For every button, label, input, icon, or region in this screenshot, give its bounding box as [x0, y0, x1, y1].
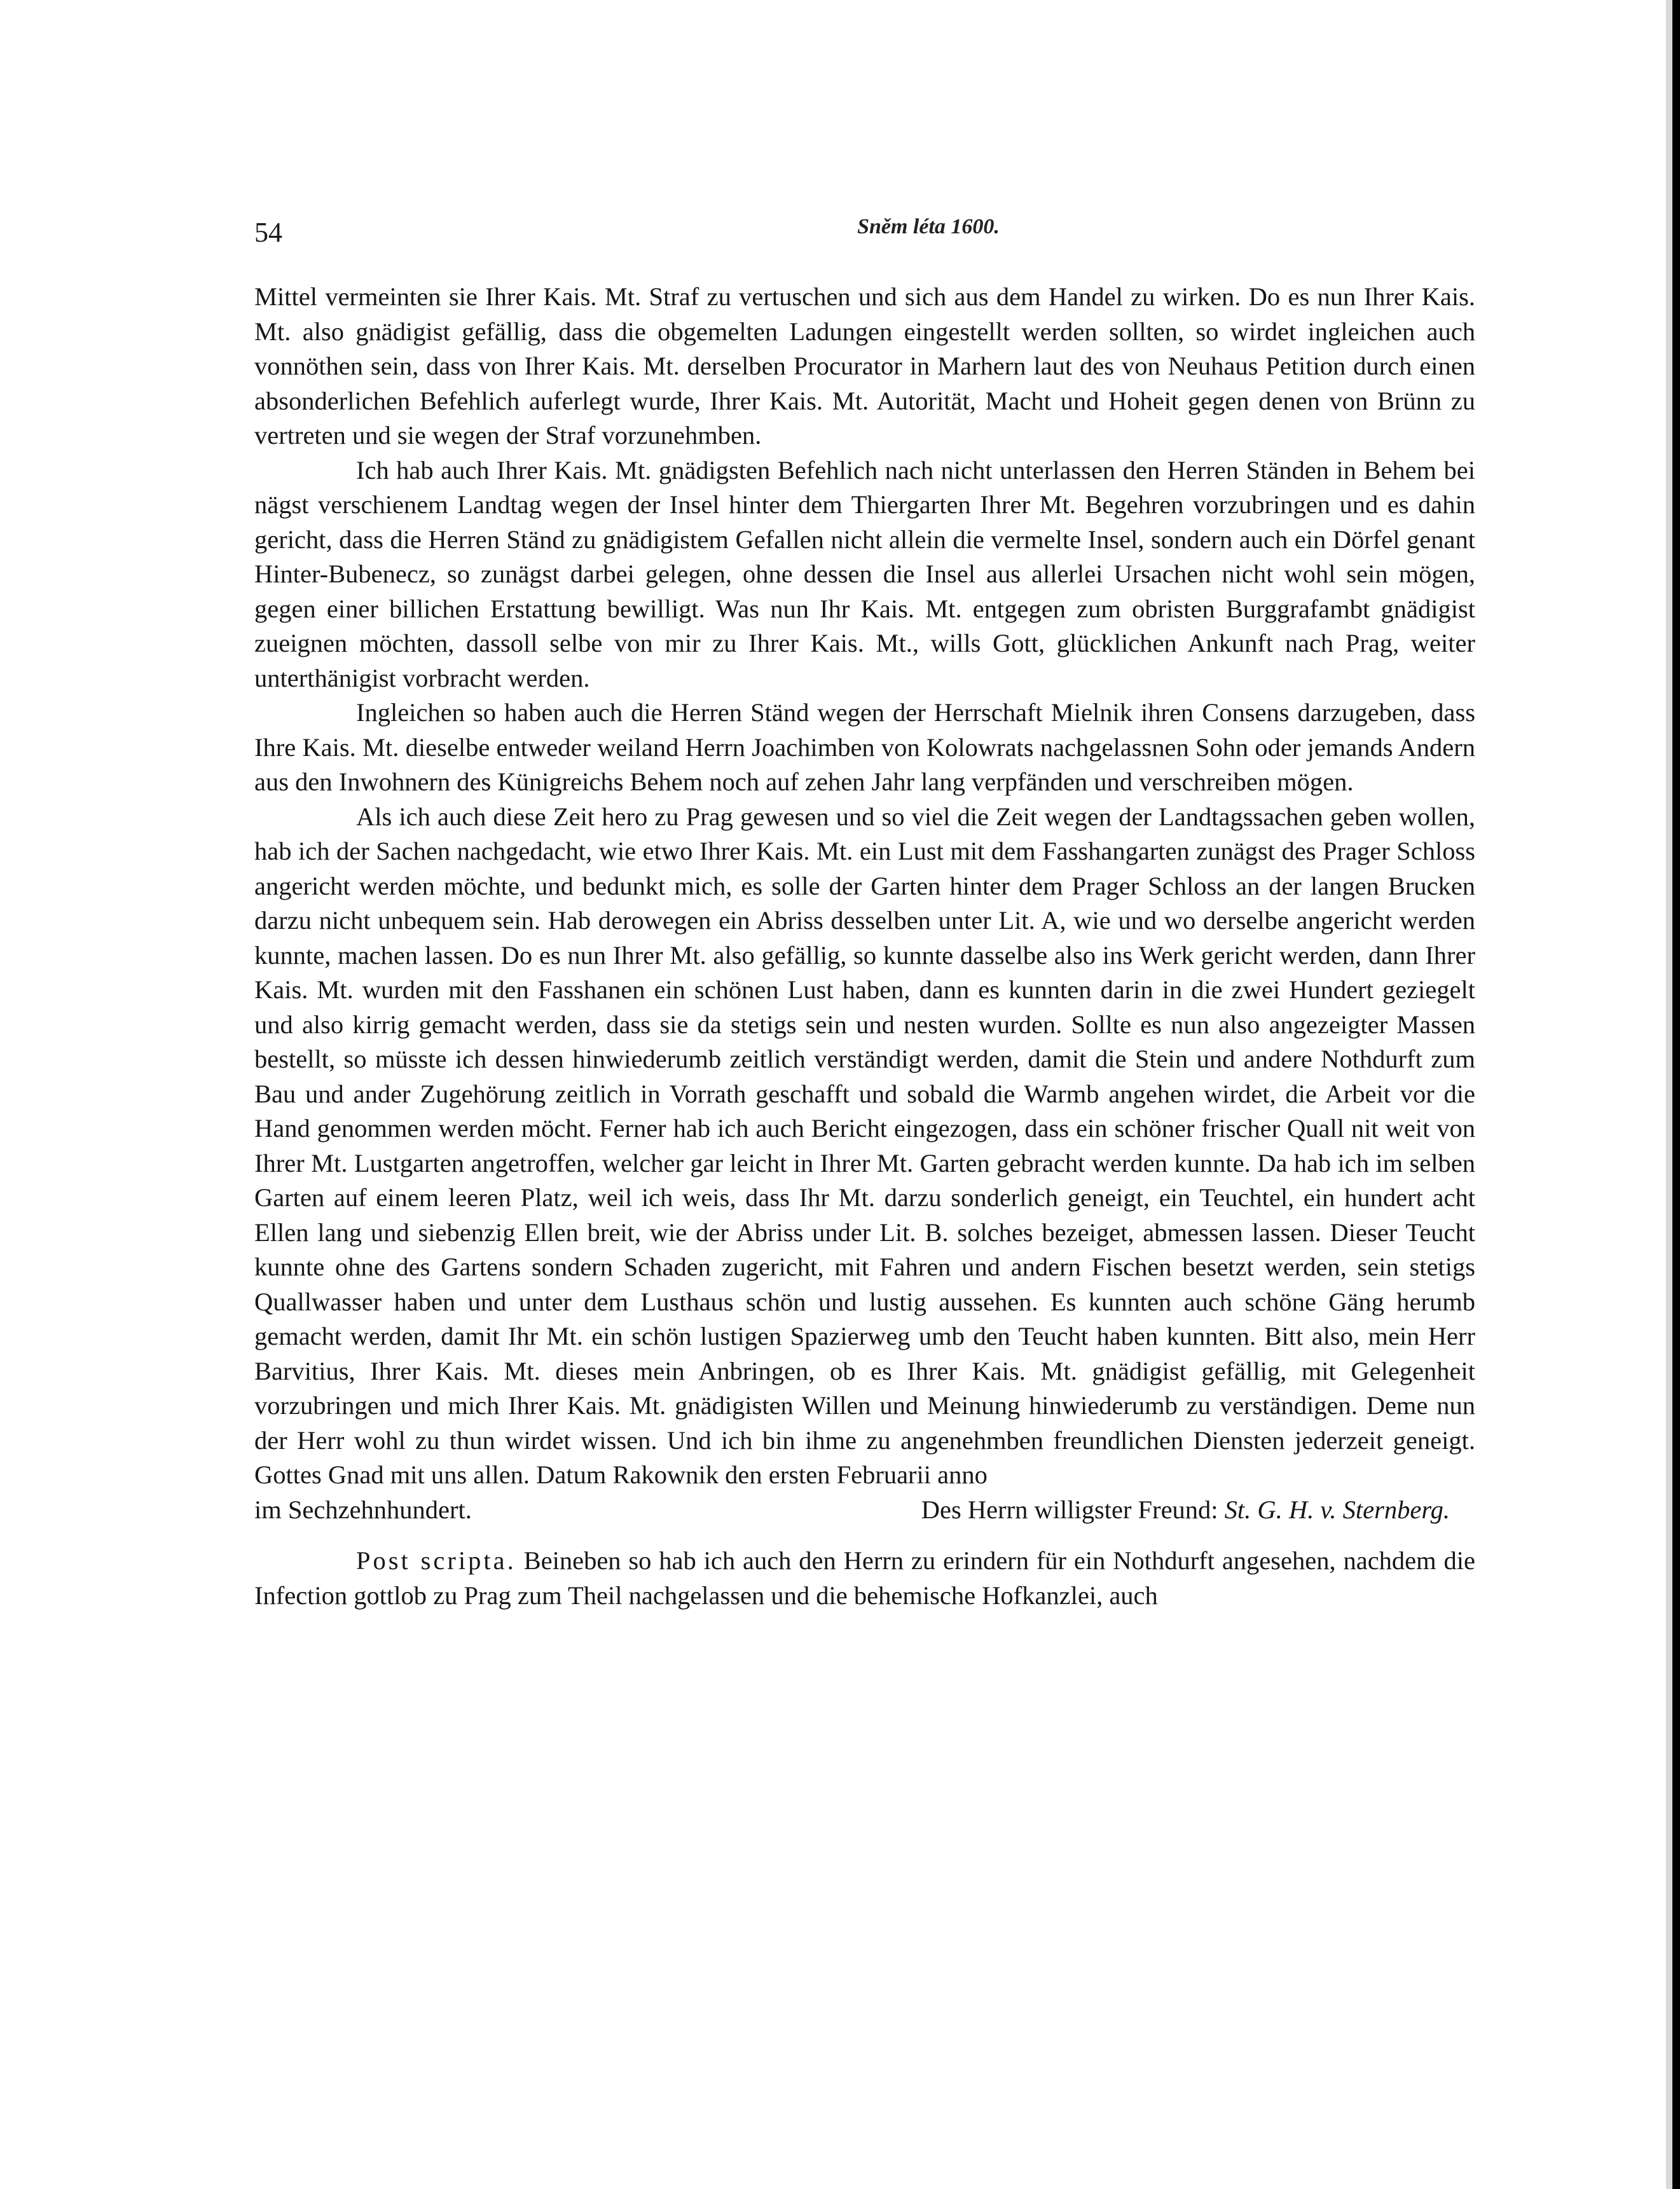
postscript-label: Post scripta. [356, 1546, 516, 1575]
closing-signature-line [921, 1493, 1475, 1528]
body-text [254, 280, 1475, 1613]
page-header [254, 210, 1475, 254]
signature: St. G. H. v. Sternberg. [1224, 1495, 1450, 1524]
page-number: 54 [254, 217, 282, 248]
salutation: Des Herrn willigster Freund: [921, 1495, 1218, 1524]
letter-closing [254, 1493, 1475, 1528]
paragraph: Ich hab auch Ihrer Kais. Mt. gnädigsten Befehlich nach nicht unterlassen den Herren Ständen in Behem bei nägst verschienem Landtag wegen der Insel hinter dem Thiergarten Ihrer Mt. Begehren vorzubringen und es dahin gericht, dass die Herren Ständ zu gnädigistem Gefallen nicht allein die vermelte Insel, sondern auch ein Dörfel genant Hinter-Bubenecz, so zunägst darbei gelegen, ohne dessen die Insel aus allerlei Ursachen nicht wohl sein mögen, gegen einer billichen Erstattung bewilligt. Was nun Ihr Kais. Mt. entgegen zum obristen Burggrafambt gnädigist zueignen möchten, dassoll selbe von mir zu Ihrer Kais. Mt., wills Gott, glücklichen Ankunft nach Prag, weiter unterthänigist vorbracht werden. [254, 455, 1475, 692]
scan-shadow [1666, 0, 1672, 2189]
postscript [254, 1544, 1475, 1613]
paragraph: Als ich auch diese Zeit hero zu Prag gewesen und so viel die Zeit wegen der Landtagssachen geben wollen, hab ich der Sachen nachgedacht, wie etwo Ihrer Kais. Mt. ein Lust mit dem Fasshangarten zunägst des Prager Schloss angericht werden möchte, und bedunkt mich, es solle der Garten hinter dem Prager Schloss an der langen Brucken darzu nicht unbequem sein. Hab derowegen ein Abriss desselben unter Lit. A, wie und wo derselbe angericht werden kunnte, machen lassen. Do es nun Ihrer Mt. also gefällig, so kunnte dasselbe also ins Werk gericht werden, dann Ihrer Kais. Mt. wurden mit den Fasshanen ein schönen Lust haben, dann es kunnten darin in die zwei Hundert geziegelt und also kirrig gemacht werden, dass sie da stetigs sein und nesten wurden. Sollte es nun also angezeigter Massen bestellt, so müsste ich dessen hinwiederumb zeitlich verständigt werden, damit die Stein und andere Nothdurft zum Bau und ander Zugehörung zeitlich in Vorrath geschafft und sobald die Warmb angehen wirdet, die Arbeit vor die Hand genommen werden möcht. Ferner hab ich auch Bericht eingezogen, dass ein schöner frischer Quall nit weit von Ihrer Mt. Lustgarten angetroffen, welcher gar leicht in Ihrer Mt. Garten gebracht werden kunnte. Da hab ich im selben Garten auf einem leeren Platz, weil ich weis, dass Ihr Mt. darzu sonderlich geneigt, ein Teuchtel, ein hundert acht Ellen lang und siebenzig Ellen breit, wie der Abriss under Lit. B. solches bezeiget, abmessen lassen. Dieser Teucht kunnte ohne des Gartens sondern Schaden zugericht, mit Fahren und andern Fischen besetzt werden, sein stetigs Quallwasser haben und unter dem Lusthaus schön und lustig aussehen. Es kunnten auch schöne Gäng herumb gemacht werden, damit Ihr Mt. ein schön lustigen Spazierweg umb den Teucht haben kunnten. Bitt also, mein Herr Barvitius, Ihrer Kais. Mt. dieses mein Anbringen, ob es Ihrer Kais. Mt. gnädigist gefällig, mit Gelegenheit vorzubringen und mich Ihrer Kais. Mt. gnädigisten Willen und Meinung hinwiederumb zu verständigen. Deme nun der Herr wohl zu thun wirdet wissen. Und ich bin ihme zu angenehmben freundlichen Diensten jederzeit geneigt. Gottes Gnad mit uns allen. Datum Rakownik den ersten Februarii anno [254, 802, 1475, 1489]
closing-date-line: im Sechzehnhundert. [254, 1495, 472, 1524]
paragraph: Mittel vermeinten sie Ihrer Kais. Mt. Straf zu vertuschen und sich aus dem Handel zu wirken. Do es nun Ihrer Kais. Mt. also gnädigist gefällig, dass die obgemelten Ladungen eingestellt werden sollten, so wirdet ingleichen auch vonnöthen sein, dass von Ihrer Kais. Mt. derselben Procurator in Marhern laut des von Neuhaus Petition durch einen absonderlichen Befehlich auferlegt wurde, Ihrer Kais. Mt. Autorität, Macht und Hoheit gegen denen von Brünn zu vertreten und sie wegen der Straf vorzunehmben. [254, 282, 1475, 449]
scan-border [1672, 0, 1680, 2189]
paragraph: Ingleichen so haben auch die Herren Ständ wegen der Herrschaft Mielnik ihren Consens darzugeben, dass Ihre Kais. Mt. dieselbe entweder weiland Herrn Joachimben von Kolowrats nachgelassnen Sohn oder jemands Andern aus den Inwohnern des Künigreichs Behem noch auf zehen Jahr lang verpfänden und verschreiben mögen. [254, 698, 1475, 796]
running-head: Sněm léta 1600. [857, 215, 1000, 238]
postscript-text: Beineben so hab ich auch den Herrn zu erindern für ein Nothdurft angesehen, nachdem die Infection gottlob zu Prag zum Theil nachgelassen und die behemische Hofkanzlei, auch [254, 1546, 1476, 1610]
